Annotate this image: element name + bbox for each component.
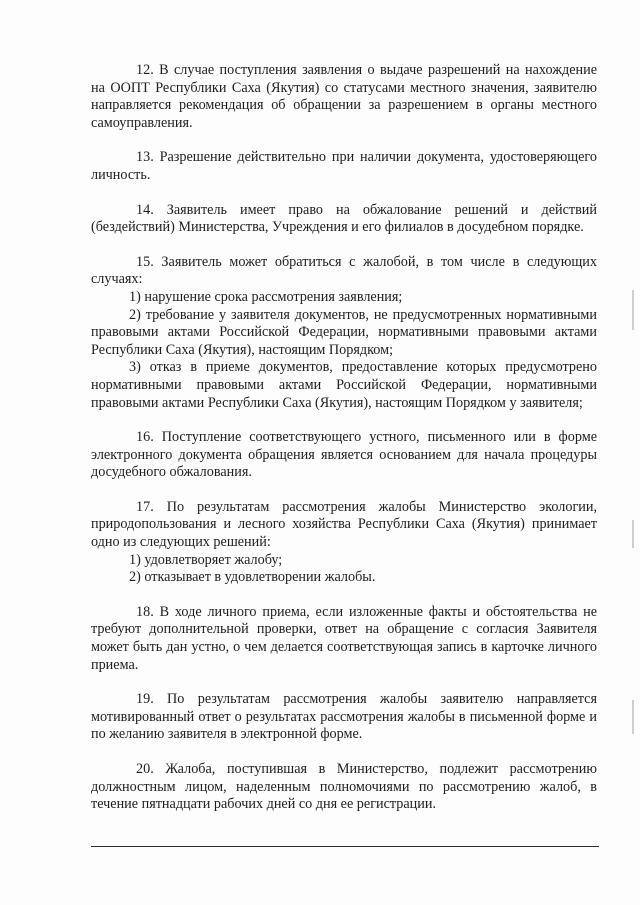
paragraph-gap [91, 587, 597, 604]
paragraph-17-item-2: 2) отказывает в удовлетворении жалобы. [129, 569, 376, 586]
paragraph-16: 16. Поступление соответствующего устного, письменного или в форме электронного документа обращения является основанием для начала процедуры досудебного обжалования. [91, 429, 597, 481]
paragraph-gap [91, 412, 597, 429]
bottom-rule [91, 846, 599, 847]
paragraph-18: 18. В ходе личного приема, если изложенные факты и обстоятельства не требуют дополнительной проверки, ответ на обращение с согласия Заявителя может быть дан устно, о чем делается соответствующая запись в карточке личного приема. [91, 603, 597, 673]
paragraph-19: 19. По результатам рассмотрения жалобы заявителю направляется мотивированный ответ о результатах рассмотрения жалобы в письменной форме и по желанию заявителя в электронной форме. [91, 691, 597, 743]
paragraph-14: 14. Заявитель имеет право на обжалование решений и действий (бездействий) Министерства, Учреждения и его филиалов в досудебном порядке. [91, 201, 597, 236]
paragraph-13: 13. Разрешение действительно при наличии документа, удостоверяющего личность. [91, 149, 597, 183]
document-body [91, 62, 597, 814]
paragraph-15-intro: 15. Заявитель может обратиться с жалобой, в том числе в следующих случаях: [91, 253, 597, 288]
paragraph-15-item-2: 2) требование у заявителя документов, не предусмотренных нормативными правовыми актами Российской Федерации, нормативными правовыми актами Республики Саха (Якутия), настоящим Порядком; [91, 306, 597, 358]
paragraph-15-item-3: 3) отказ в приеме документов, предоставление которых предусмотрено нормативными правовыми актами Российской Федерации, нормативными правовыми актами Республики Саха (Якутия), настоящим Порядком у заявителя; [91, 359, 597, 411]
scan-edge-mark [632, 700, 634, 734]
paragraph-17-intro: 17. По результатам рассмотрения жалобы Министерство экологии, природопользования и лесного хозяйства Республики Саха (Якутия) принимает одно из следующих решений: [91, 498, 597, 551]
paragraph-17-item-1: 1) удовлетворяет жалобу; [129, 551, 283, 568]
paragraph-15-item-1: 1) нарушение срока рассмотрения заявления; [129, 288, 403, 305]
paragraph-20: 20. Жалоба, поступившая в Министерство, подлежит рассмотрению должностным лицом, наделенным полномочиями по рассмотрению жалоб, в течение пятнадцати рабочих дней со дня ее регистрации. [91, 761, 597, 813]
paragraph-12: 12. В случае поступления заявления о выдаче разрешений на нахождение на ООПТ Республики Саха (Якутия) со статусами местного значения, заявителю направляется рекомендация об обращении за разрешением в органы местного самоуправления. [91, 62, 597, 131]
scan-edge-mark [632, 290, 634, 330]
scan-edge-mark [632, 520, 634, 548]
